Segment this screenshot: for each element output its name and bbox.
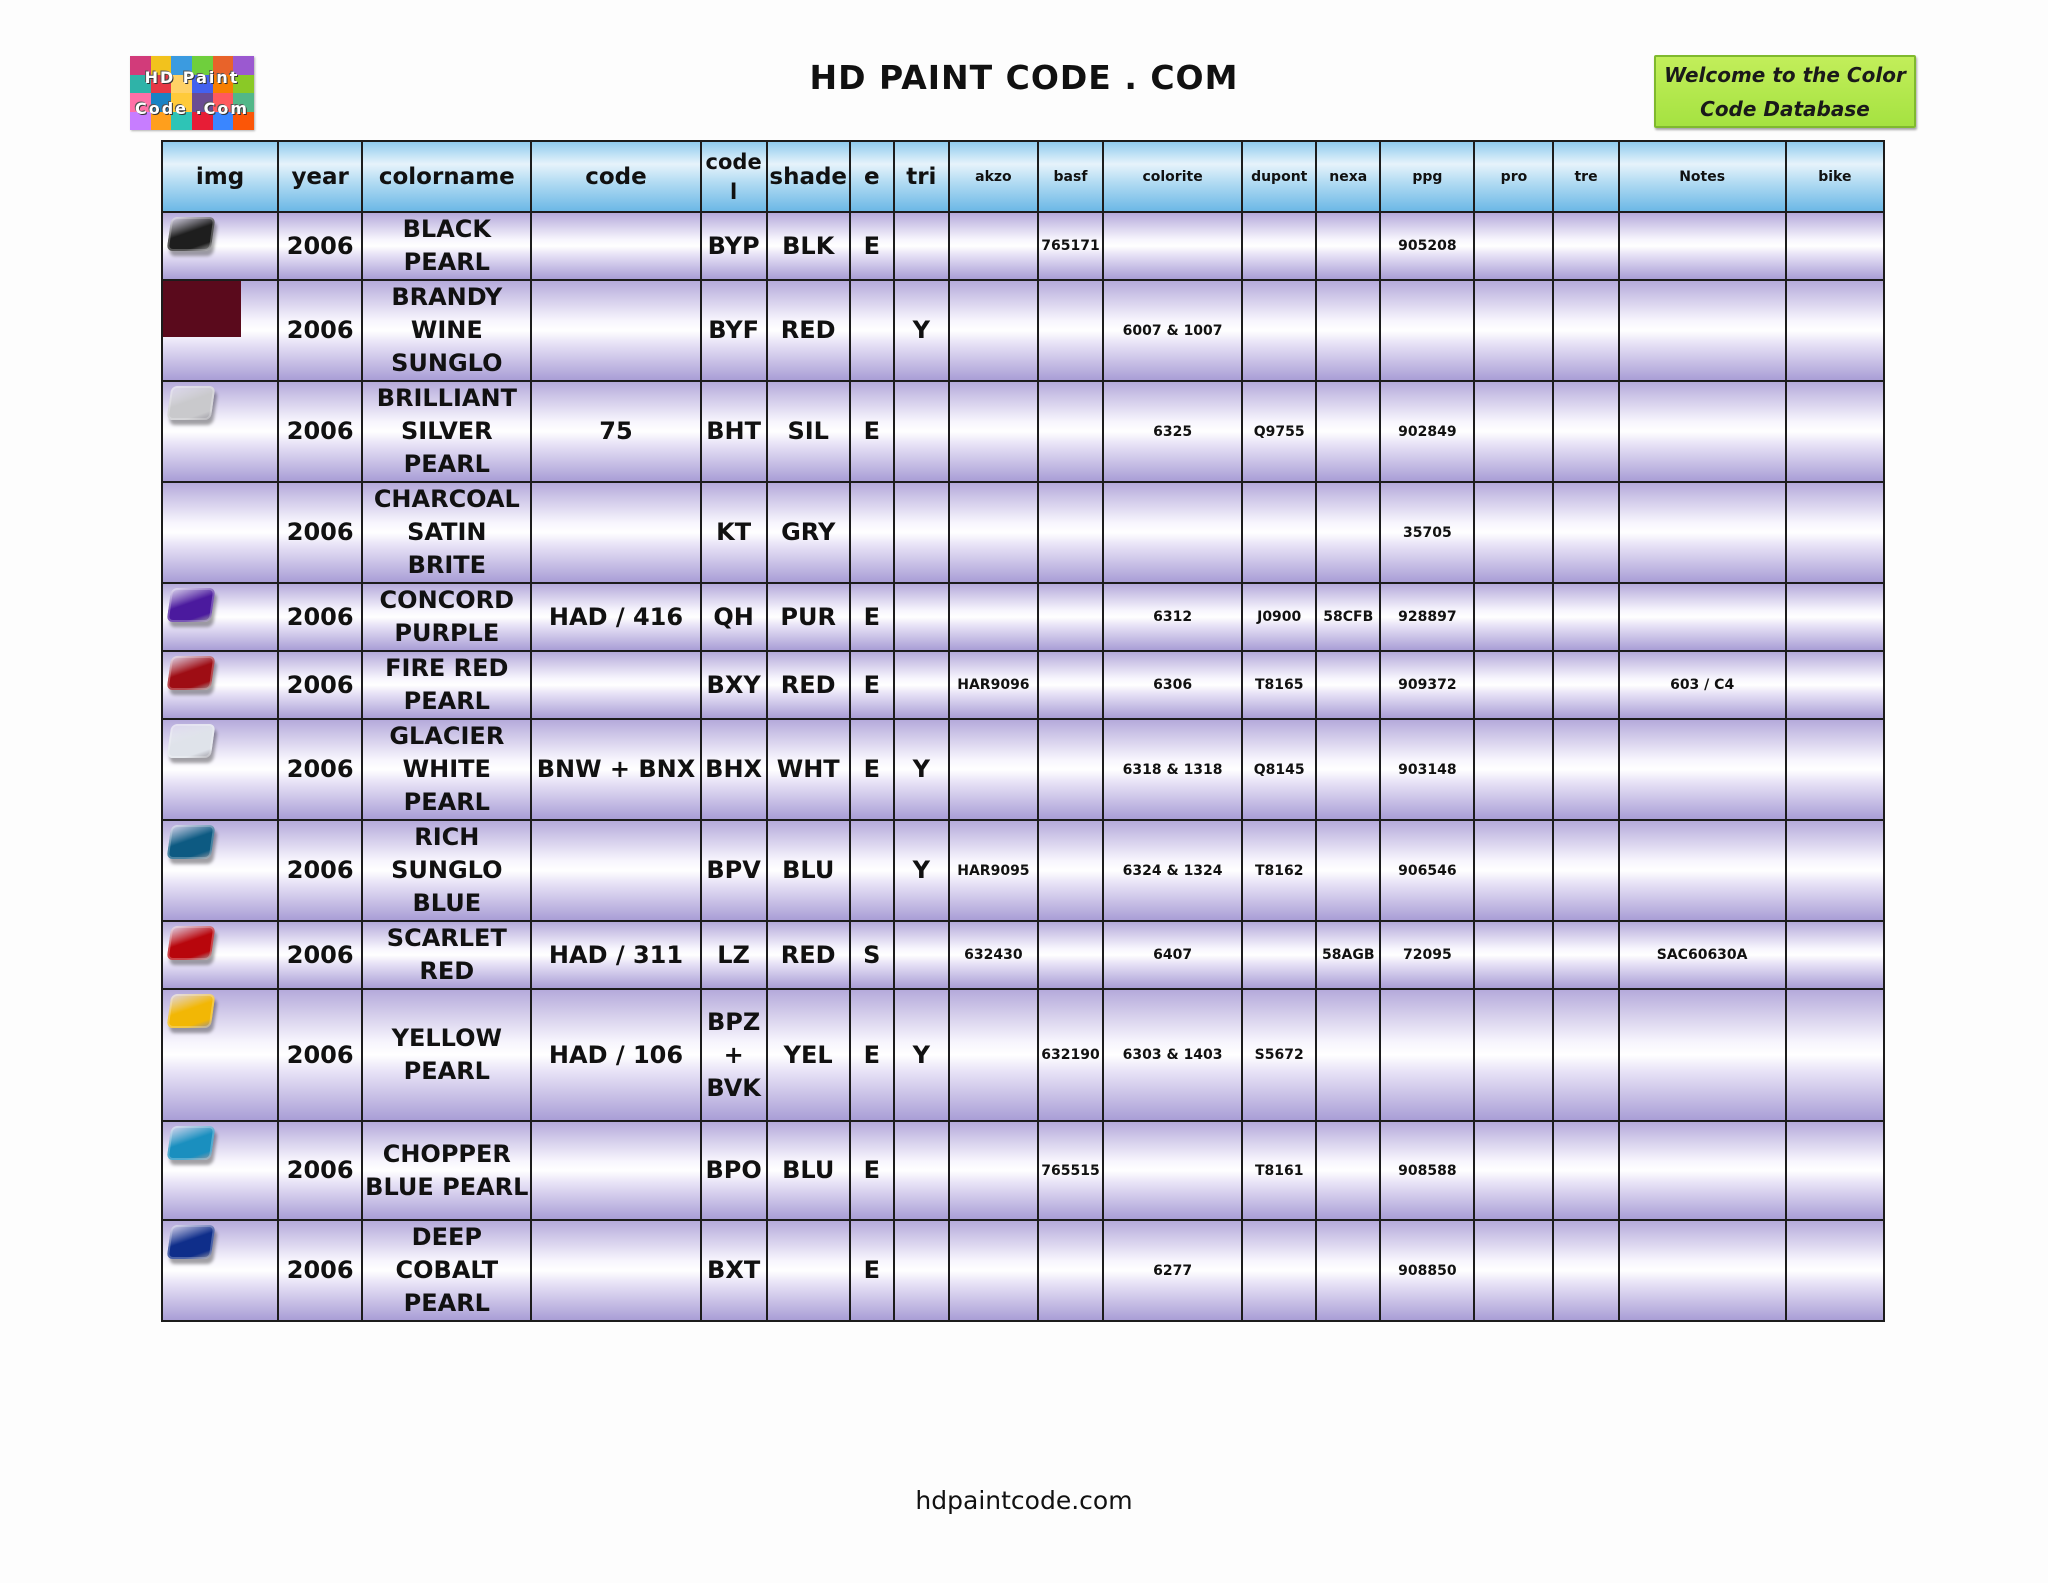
code-l-cell: BPO [701,1121,767,1220]
ppg-cell: 928897 [1380,583,1474,651]
bike-cell [1786,719,1884,820]
dupont-cell: S5672 [1242,989,1316,1121]
nexa-cell [1316,212,1380,280]
img-cell [162,381,278,482]
dupont-cell [1242,1220,1316,1321]
nexa-cell [1316,1220,1380,1321]
shade-cell: RED [767,921,850,989]
site-title: HD PAINT CODE . COM [809,58,1239,97]
akzo-cell [949,482,1038,583]
code-cell [531,1121,700,1220]
colorname-cell: DEEP COBALT PEARL [362,1220,531,1321]
nexa-cell [1316,651,1380,719]
table-row[interactable] [162,1220,1884,1321]
nexa-cell [1316,820,1380,921]
shade-cell: RED [767,651,850,719]
img-cell [162,921,278,989]
ppg-cell: 905208 [1380,212,1474,280]
tri-cell [894,1121,949,1220]
paint-code-table [161,140,1885,1322]
code-cell: HAD / 311 [531,921,700,989]
akzo-cell [949,583,1038,651]
code-cell [531,212,700,280]
footer-url[interactable]: hdpaintcode.com [915,1486,1133,1515]
col-header-colorite: colorite [1103,141,1242,212]
code-cell: BNW + BNX [531,719,700,820]
e-cell: E [850,381,894,482]
colorname-cell: BLACK PEARL [362,212,531,280]
color-swatch-icon[interactable] [167,588,216,622]
color-swatch-icon[interactable] [167,724,216,758]
col-header-akzo: akzo [949,141,1038,212]
colorname-cell: CHARCOAL SATIN BRITE [362,482,531,583]
shade-cell: YEL [767,989,850,1121]
colorname-cell: CONCORD PURPLE [362,583,531,651]
dupont-cell [1242,921,1316,989]
basf-cell [1038,651,1103,719]
e-cell: E [850,719,894,820]
shade-cell: BLU [767,820,850,921]
col-header-e: e [850,141,894,212]
colorname-cell: SCARLET RED [362,921,531,989]
colorname-cell: RICH SUNGLO BLUE [362,820,531,921]
notes-cell [1619,280,1786,381]
tre-cell [1553,1220,1618,1321]
notes-cell [1619,820,1786,921]
img-cell [162,212,278,280]
tre-cell [1553,651,1618,719]
logo-text-line-2: Code .Com [134,99,250,118]
colorname-cell: BRANDY WINE SUNGLO [362,280,531,381]
table-row[interactable] [162,1121,1884,1220]
bike-cell [1786,820,1884,921]
code-l-cell: BYF [701,280,767,381]
img-cell [162,820,278,921]
colorite-cell [1103,482,1242,583]
tre-cell [1553,482,1618,583]
colorname-cell: GLACIER WHITE PEARL [362,719,531,820]
pro-cell [1474,719,1553,820]
ppg-cell: 902849 [1380,381,1474,482]
color-swatch-icon[interactable] [167,1126,216,1160]
dupont-cell: Q8145 [1242,719,1316,820]
pro-cell [1474,583,1553,651]
basf-cell [1038,719,1103,820]
ppg-cell: 906546 [1380,820,1474,921]
code-l-cell: BXT [701,1220,767,1321]
tri-cell: Y [894,820,949,921]
color-swatch-icon[interactable] [167,825,216,859]
dupont-cell: T8161 [1242,1121,1316,1220]
notes-cell [1619,381,1786,482]
code-l-cell: BXY [701,651,767,719]
col-header-tre: tre [1553,141,1618,212]
bike-cell [1786,1220,1884,1321]
bike-cell [1786,212,1884,280]
pro-cell [1474,381,1553,482]
bike-cell [1786,651,1884,719]
img-cell [162,280,278,381]
year-cell: 2006 [278,1121,362,1220]
year-cell: 2006 [278,381,362,482]
year-cell: 2006 [278,719,362,820]
shade-cell: WHT [767,719,850,820]
e-cell: E [850,1121,894,1220]
e-cell: E [850,1220,894,1321]
akzo-cell [949,719,1038,820]
ppg-cell: 35705 [1380,482,1474,583]
code-cell: HAD / 416 [531,583,700,651]
colorname-cell: CHOPPER BLUE PEARL [362,1121,531,1220]
akzo-cell: HAR9095 [949,820,1038,921]
basf-cell [1038,921,1103,989]
nexa-cell [1316,280,1380,381]
code-cell [531,820,700,921]
dupont-cell [1242,280,1316,381]
table-row[interactable] [162,719,1884,820]
pro-cell [1474,482,1553,583]
tre-cell [1553,583,1618,651]
table-row[interactable] [162,381,1884,482]
e-cell [850,280,894,381]
akzo-cell: 632430 [949,921,1038,989]
code-l-cell: BYP [701,212,767,280]
e-cell [850,482,894,583]
table-row[interactable] [162,280,1884,381]
e-cell: E [850,651,894,719]
color-swatch-icon[interactable] [167,656,216,690]
nexa-cell [1316,719,1380,820]
pro-cell [1474,1220,1553,1321]
col-header-code: code [531,141,700,212]
color-swatch-icon[interactable] [167,926,216,960]
e-cell: E [850,583,894,651]
e-cell: E [850,989,894,1121]
code-cell: 75 [531,381,700,482]
pro-cell [1474,280,1553,381]
year-cell: 2006 [278,989,362,1121]
color-swatch-icon[interactable] [167,217,216,251]
year-cell: 2006 [278,280,362,381]
tri-cell [894,921,949,989]
tri-cell [894,381,949,482]
tre-cell [1553,212,1618,280]
e-cell: E [850,212,894,280]
basf-cell [1038,583,1103,651]
img-cell [162,583,278,651]
pro-cell [1474,1121,1553,1220]
code-cell: HAD / 106 [531,989,700,1121]
col-header-nexa: nexa [1316,141,1380,212]
code-l-cell: LZ [701,921,767,989]
tre-cell [1553,280,1618,381]
nexa-cell: 58AGB [1316,921,1380,989]
year-cell: 2006 [278,212,362,280]
notes-cell [1619,719,1786,820]
shade-cell [767,1220,850,1321]
colorname-cell: FIRE RED PEARL [362,651,531,719]
table-body [162,212,1884,1321]
nexa-cell [1316,1121,1380,1220]
e-cell [850,820,894,921]
code-cell [531,482,700,583]
code-l-cell: BPV [701,820,767,921]
akzo-cell [949,1121,1038,1220]
bike-cell [1786,381,1884,482]
year-cell: 2006 [278,820,362,921]
img-cell [162,482,278,583]
notes-cell [1619,1220,1786,1321]
colorname-cell: BRILLIANT SILVER PEARL [362,381,531,482]
tre-cell [1553,1121,1618,1220]
table-row[interactable] [162,989,1884,1121]
colorite-cell: 6325 [1103,381,1242,482]
tri-cell [894,212,949,280]
tri-cell [894,482,949,583]
colorite-cell: 6306 [1103,651,1242,719]
table-row[interactable] [162,482,1884,583]
welcome-label: Welcome to the Color Code Database [1664,62,1906,121]
pro-cell [1474,921,1553,989]
bike-cell [1786,1121,1884,1220]
bike-cell [1786,989,1884,1121]
code-l-cell: BHT [701,381,767,482]
notes-cell: 603 / C4 [1619,651,1786,719]
nexa-cell [1316,482,1380,583]
basf-cell [1038,820,1103,921]
colorite-cell: 6318 & 1318 [1103,719,1242,820]
col-header-tri: tri [894,141,949,212]
colorite-cell: 6324 & 1324 [1103,820,1242,921]
bike-cell [1786,280,1884,381]
table-row[interactable] [162,820,1884,921]
colorite-cell [1103,1121,1242,1220]
colorname-cell: YELLOW PEARL [362,989,531,1121]
basf-cell [1038,1220,1103,1321]
tre-cell [1553,820,1618,921]
pro-cell [1474,989,1553,1121]
tri-cell: Y [894,719,949,820]
e-cell: S [850,921,894,989]
tre-cell [1553,921,1618,989]
code-l-cell: BPZ + BVK [701,989,767,1121]
year-cell: 2006 [278,1220,362,1321]
basf-cell [1038,381,1103,482]
col-header-pro: pro [1474,141,1553,212]
nexa-cell [1316,989,1380,1121]
col-header-code-l: code l [701,141,767,212]
ppg-cell [1380,989,1474,1121]
notes-cell [1619,1121,1786,1220]
dupont-cell: T8165 [1242,651,1316,719]
img-cell [162,989,278,1121]
colorite-cell [1103,212,1242,280]
color-swatch-icon[interactable] [167,994,216,1028]
ppg-cell: 908850 [1380,1220,1474,1321]
shade-cell: RED [767,280,850,381]
color-swatch-icon[interactable] [162,280,241,337]
col-header-shade: shade [767,141,850,212]
code-l-cell: KT [701,482,767,583]
col-header-img: img [162,141,278,212]
colorite-cell: 6407 [1103,921,1242,989]
colorite-cell: 6007 & 1007 [1103,280,1242,381]
ppg-cell: 908588 [1380,1121,1474,1220]
notes-cell [1619,212,1786,280]
pro-cell [1474,820,1553,921]
shade-cell: SIL [767,381,850,482]
ppg-cell [1380,280,1474,381]
col-header-ppg: ppg [1380,141,1474,212]
color-swatch-icon[interactable] [167,1225,216,1259]
col-header-notes: Notes [1619,141,1786,212]
ppg-cell: 72095 [1380,921,1474,989]
akzo-cell: HAR9096 [949,651,1038,719]
table-row[interactable] [162,921,1884,989]
code-cell [531,651,700,719]
table-row[interactable] [162,651,1884,719]
notes-cell [1619,989,1786,1121]
year-cell: 2006 [278,482,362,583]
tre-cell [1553,381,1618,482]
dupont-cell: T8162 [1242,820,1316,921]
col-header-bike: bike [1786,141,1884,212]
table-row[interactable] [162,583,1884,651]
year-cell: 2006 [278,651,362,719]
akzo-cell [949,280,1038,381]
year-cell: 2006 [278,921,362,989]
color-swatch-icon[interactable] [167,386,216,420]
akzo-cell [949,212,1038,280]
basf-cell [1038,482,1103,583]
basf-cell [1038,280,1103,381]
ppg-cell: 909372 [1380,651,1474,719]
code-l-cell: QH [701,583,767,651]
notes-cell [1619,583,1786,651]
tri-cell [894,651,949,719]
table-header [162,141,1884,212]
code-cell [531,1220,700,1321]
img-cell [162,1220,278,1321]
basf-cell: 632190 [1038,989,1103,1121]
col-header-colorname: colorname [362,141,531,212]
dupont-cell: J0900 [1242,583,1316,651]
colorite-cell: 6277 [1103,1220,1242,1321]
notes-cell: SAC60630A [1619,921,1786,989]
pro-cell [1474,212,1553,280]
akzo-cell [949,1220,1038,1321]
tri-cell: Y [894,989,949,1121]
colorite-cell: 6312 [1103,583,1242,651]
col-header-year: year [278,141,362,212]
tre-cell [1553,989,1618,1121]
col-header-dupont: dupont [1242,141,1316,212]
shade-cell: BLK [767,212,850,280]
tri-cell [894,1220,949,1321]
colorite-cell: 6303 & 1403 [1103,989,1242,1121]
tri-cell: Y [894,280,949,381]
dupont-cell [1242,482,1316,583]
tre-cell [1553,719,1618,820]
img-cell [162,651,278,719]
ppg-cell: 903148 [1380,719,1474,820]
year-cell: 2006 [278,583,362,651]
welcome-button[interactable] [1654,55,1916,128]
bike-cell [1786,482,1884,583]
table-row[interactable] [162,212,1884,280]
logo-text-line-1: HD Paint [144,68,240,87]
nexa-cell: 58CFB [1316,583,1380,651]
code-cell [531,280,700,381]
dupont-cell: Q9755 [1242,381,1316,482]
shade-cell: PUR [767,583,850,651]
bike-cell [1786,583,1884,651]
code-l-cell: BHX [701,719,767,820]
col-header-basf: basf [1038,141,1103,212]
notes-cell [1619,482,1786,583]
shade-cell: GRY [767,482,850,583]
tri-cell [894,583,949,651]
dupont-cell [1242,212,1316,280]
pro-cell [1474,651,1553,719]
basf-cell: 765171 [1038,212,1103,280]
img-cell [162,1121,278,1220]
akzo-cell [949,989,1038,1121]
akzo-cell [949,381,1038,482]
basf-cell: 765515 [1038,1121,1103,1220]
img-cell [162,719,278,820]
bike-cell [1786,921,1884,989]
shade-cell: BLU [767,1121,850,1220]
nexa-cell [1316,381,1380,482]
